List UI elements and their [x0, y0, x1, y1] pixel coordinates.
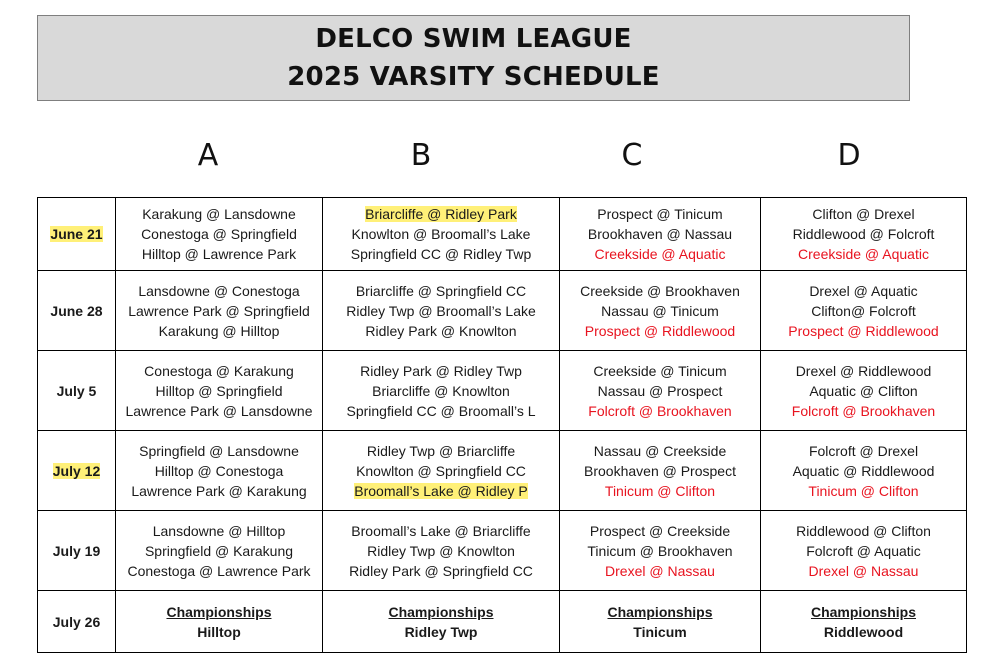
match-text: Folcroft @ Aquatic [806, 542, 921, 559]
match-text: Prospect @ Riddlewood [788, 322, 939, 339]
championships-cell-c [560, 591, 761, 653]
match-text: Ridley Twp @ Broomall’s Lake [346, 302, 536, 319]
week-date-cell [38, 511, 116, 591]
match-line [560, 401, 760, 421]
championships-row [38, 591, 967, 653]
week-row [38, 511, 967, 591]
match-line [323, 224, 559, 244]
match-line [116, 361, 322, 381]
division-a-matches [116, 351, 323, 431]
match-text: Conestoga @ Karakung [144, 362, 294, 379]
championships-label: Championships [166, 603, 272, 620]
match-text: Ridley Park @ Ridley Twp [360, 362, 522, 379]
match-line [560, 244, 760, 264]
match-text: Ridley Park @ Knowlton [365, 322, 517, 339]
match-text: Nassau @ Tinicum [601, 302, 719, 319]
championships-cell-d [761, 591, 967, 653]
championships-host: Tinicum [633, 623, 687, 640]
match-line [560, 361, 760, 381]
match-line [560, 321, 760, 341]
match-text: Karakung @ Hilltop [158, 322, 280, 339]
match-text: Springfield @ Lansdowne [139, 442, 299, 459]
match-text: Conestoga @ Lawrence Park [127, 562, 311, 579]
match-line [116, 301, 322, 321]
match-line [116, 321, 322, 341]
division-d-matches [761, 351, 967, 431]
match-line [560, 541, 760, 561]
match-text: Nassau @ Creekside [593, 442, 727, 459]
match-line [560, 561, 760, 581]
match-line [560, 521, 760, 541]
match-text: Creekside @ Tinicum [593, 362, 727, 379]
match-text: Tinicum @ Brookhaven [587, 542, 733, 559]
match-text: Folcroft @ Brookhaven [791, 402, 936, 419]
division-b-matches [323, 431, 560, 511]
championships-label: Championships [607, 603, 713, 620]
match-text: Ridley Twp @ Knowlton [367, 542, 515, 559]
week-date: June 28 [50, 302, 103, 319]
match-line [116, 224, 322, 244]
division-a-matches [116, 198, 323, 271]
match-line [761, 521, 966, 541]
match-line [560, 461, 760, 481]
match-text: Springfield CC @ Broomall’s L [346, 402, 536, 419]
match-line [323, 381, 559, 401]
week-row [38, 431, 967, 511]
division-header-a: A [197, 138, 219, 173]
match-line [560, 441, 760, 461]
match-text: Springfield CC @ Ridley Twp [350, 246, 532, 262]
match-text: Knowlton @ Springfield CC [356, 462, 526, 479]
match-text: Broomall’s Lake @ Briarcliffe [351, 522, 531, 539]
match-line [323, 361, 559, 381]
match-line [761, 401, 966, 421]
match-text: Ridley Twp @ Briarcliffe [366, 442, 516, 459]
division-b-matches [323, 198, 560, 271]
match-line [323, 401, 559, 421]
match-line [116, 441, 322, 461]
match-text: Tinicum @ Clifton [808, 482, 919, 499]
division-d-matches [761, 431, 967, 511]
match-text: Briarcliffe @ Knowlton [372, 382, 510, 399]
week-date: June 21 [50, 226, 103, 242]
schedule-table [37, 197, 967, 653]
match-text: Drexel @ Riddlewood [795, 362, 932, 379]
match-text: Prospect @ Riddlewood [584, 322, 736, 339]
match-line [116, 401, 322, 421]
match-line [761, 481, 966, 501]
match-line [323, 301, 559, 321]
match-line [761, 244, 966, 264]
match-line [116, 281, 322, 301]
match-text: Hilltop @ Conestoga [154, 462, 284, 479]
match-text: Clifton@ Folcroft [811, 302, 916, 319]
match-line [560, 281, 760, 301]
match-line [761, 561, 966, 581]
title-box [37, 15, 910, 101]
division-c-matches [560, 431, 761, 511]
championships-cell-b [323, 591, 560, 653]
match-line [323, 481, 559, 501]
match-line [323, 541, 559, 561]
match-text: Drexel @ Nassau [808, 562, 919, 579]
title-line-1: DELCO SWIM LEAGUE [315, 24, 632, 54]
match-text: Clifton @ Drexel [812, 206, 915, 222]
match-text: Folcroft @ Brookhaven [588, 402, 732, 419]
match-text: Hilltop @ Lawrence Park [141, 246, 297, 262]
week-date-cell [38, 198, 116, 271]
match-line [761, 281, 966, 301]
division-d-matches [761, 271, 967, 351]
match-text: Lawrence Park @ Springfield [128, 302, 310, 319]
week-row [38, 198, 967, 271]
match-line [116, 461, 322, 481]
match-text: Hilltop @ Springfield [155, 382, 283, 399]
match-text: Brookhaven @ Prospect [584, 462, 736, 479]
match-line [116, 381, 322, 401]
championships-label: Championships [810, 603, 916, 620]
match-line [323, 244, 559, 264]
match-line [323, 281, 559, 301]
division-header-b: B [410, 138, 432, 173]
championships-cell-a [116, 591, 323, 653]
match-text: Brookhaven @ Nassau [587, 226, 733, 242]
match-text: Tinicum @ Clifton [604, 482, 716, 499]
match-text: Drexel @ Aquatic [809, 282, 918, 299]
match-text: Riddlewood @ Folcroft [792, 226, 935, 242]
division-a-matches [116, 511, 323, 591]
week-date-cell [38, 271, 116, 351]
match-line [560, 204, 760, 224]
match-text: Creekside @ Aquatic [798, 246, 929, 262]
match-line [761, 461, 966, 481]
match-line [761, 204, 966, 224]
match-line [116, 521, 322, 541]
match-line [560, 224, 760, 244]
division-d-matches [761, 198, 967, 271]
match-text: Lansdowne @ Hilltop [152, 522, 286, 539]
division-a-matches [116, 431, 323, 511]
match-text: Folcroft @ Drexel [808, 442, 919, 459]
match-text: Drexel @ Nassau [605, 562, 715, 579]
match-text: Briarcliffe @ Springfield CC [355, 282, 527, 299]
match-text: Lansdowne @ Conestoga [138, 282, 300, 299]
match-text: Briarcliffe @ Ridley Park [365, 206, 517, 222]
match-line [560, 481, 760, 501]
week-date: July 12 [52, 462, 101, 479]
match-line [761, 224, 966, 244]
week-row [38, 271, 967, 351]
match-line [116, 244, 322, 264]
match-text: Lawrence Park @ Karakung [131, 482, 307, 499]
match-line [761, 381, 966, 401]
championships-label: Championships [388, 603, 494, 620]
match-line [761, 301, 966, 321]
match-text: Riddlewood @ Clifton [796, 522, 931, 539]
week-date-cell [38, 431, 116, 511]
division-c-matches [560, 198, 761, 271]
match-line [323, 561, 559, 581]
championships-host: Ridley Twp [404, 623, 478, 640]
match-line [323, 441, 559, 461]
match-line [116, 481, 322, 501]
championships-host: Riddlewood [823, 623, 904, 640]
match-line [761, 441, 966, 461]
match-line [116, 204, 322, 224]
match-text: Knowlton @ Broomall’s Lake [351, 226, 531, 242]
division-header-c: C [621, 138, 643, 173]
title-line-2: 2025 VARSITY SCHEDULE [287, 62, 660, 92]
match-line [116, 541, 322, 561]
match-text: Aquatic @ Riddlewood [792, 462, 935, 479]
match-text: Prospect @ Creekside [589, 522, 731, 539]
match-text: Creekside @ Aquatic [594, 246, 726, 262]
match-text: Springfield @ Karakung [144, 542, 294, 559]
match-text: Prospect @ Tinicum [597, 206, 723, 222]
match-line [560, 301, 760, 321]
match-line [761, 321, 966, 341]
week-date: July 5 [56, 382, 97, 399]
week-date: July 19 [52, 542, 101, 559]
division-c-matches [560, 271, 761, 351]
match-text: Conestoga @ Springfield [141, 226, 297, 242]
division-c-matches [560, 511, 761, 591]
match-text: Karakung @ Lansdowne [142, 206, 296, 222]
match-line [323, 461, 559, 481]
match-text: Ridley Park @ Springfield CC [349, 562, 533, 579]
match-text: Lawrence Park @ Lansdowne [125, 402, 313, 419]
division-d-matches [761, 511, 967, 591]
match-line [323, 321, 559, 341]
week-row [38, 351, 967, 431]
championships-date: July 26 [38, 591, 116, 653]
match-line [323, 204, 559, 224]
week-date-cell [38, 351, 116, 431]
match-text: Aquatic @ Clifton [809, 382, 918, 399]
division-c-matches [560, 351, 761, 431]
division-header-d: D [837, 138, 861, 173]
division-b-matches [323, 271, 560, 351]
match-line [761, 541, 966, 561]
division-b-matches [323, 351, 560, 431]
match-line [761, 361, 966, 381]
match-text: Nassau @ Prospect [597, 382, 723, 399]
match-text: Broomall’s Lake @ Ridley P [354, 482, 528, 499]
match-line [323, 521, 559, 541]
match-line [560, 381, 760, 401]
division-a-matches [116, 271, 323, 351]
match-line [116, 561, 322, 581]
division-b-matches [323, 511, 560, 591]
match-text: Creekside @ Brookhaven [580, 282, 740, 299]
championships-host: Hilltop [197, 623, 241, 640]
